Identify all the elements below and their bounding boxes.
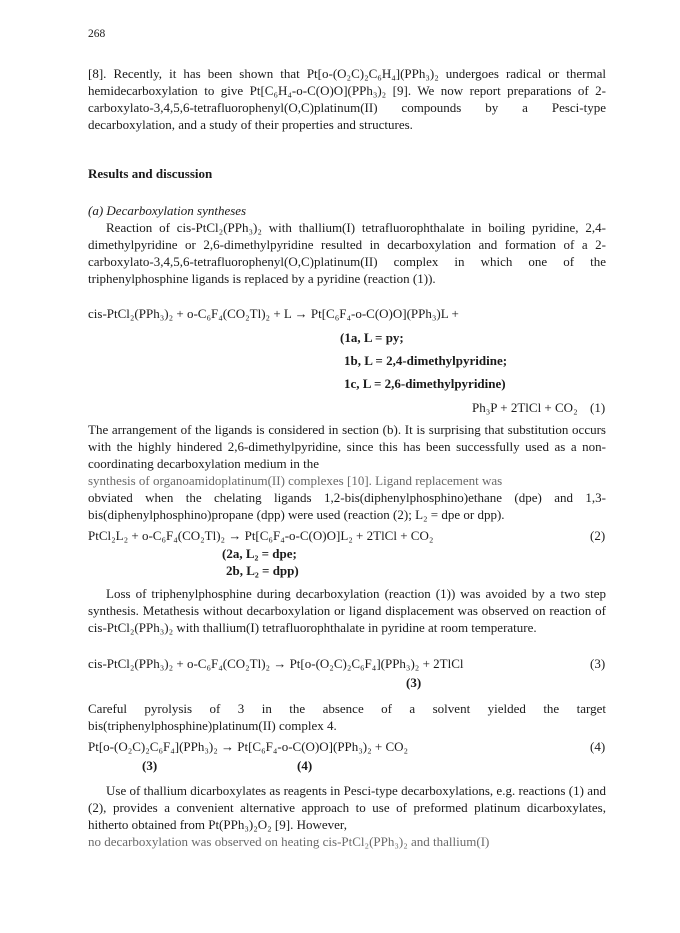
equation-3-line: cis-PtCl₂(PPh₃)₂ + o-C₆F₄(CO₂Tl)₂ → Pt[o-(O₂C)₂C₆F₄](PPh₃)₂ + 2TlCl xyxy=(88,656,464,671)
page-number: 268 xyxy=(88,28,106,40)
paragraph-thallium-faint-line: no decarboxylation was observed on heating cis-PtCl₂(PPh₃)₂ and thallium(I) xyxy=(88,834,490,849)
equation-1-option-b: 1b, L = 2,4-dimethylpyridine; xyxy=(344,353,508,368)
equation-1-products: Ph₃P + 2TlCl + CO₂ xyxy=(472,400,578,415)
equation-4-number: (4) xyxy=(590,739,606,754)
equation-1-option-a: (1a, L = py; xyxy=(340,330,404,345)
equation-2-option-a: (2a, L₂ = dpe; xyxy=(222,546,297,561)
equation-2-line: PtCl₂L₂ + o-C₆F₄(CO₂Tl)₂ → Pt[C₆F₄-o-C(O)O]L₂ + 2TlCl + CO₂ xyxy=(88,528,434,543)
equation-2-number: (2) xyxy=(590,528,606,543)
paragraph-reaction-1-intro: Reaction of cis-PtCl₂(PPh₃)₂ with thallium(I) tetrafluorophthalate in boiling pyridine, 2,4-dimethylpyridine or 2,6-dimethylpyridine resulted in decarboxylation and formation of a 2-carboxylato-3,4,5,6-tetrafluorophenyl(O,C)platinum(II) complex in which one of the triphenylphosphine ligands is replaced by a pyridine (reaction (1)). xyxy=(88,220,606,286)
paragraph-arrangement: The arrangement of the ligands is considered in section (b). It is surprising that substitution occurs with the highly hindered 2,6-dimethylpyridine, since this has been successfully used as a non-coordinating decarboxylation medium in the xyxy=(88,422,606,471)
equation-3-number: (3) xyxy=(590,656,606,671)
equation-1-option-c: 1c, L = 2,6-dimethylpyridine) xyxy=(344,376,506,391)
paragraph-arrangement-faint-line: synthesis of organoamidoplatinum(II) complexes [10]. Ligand replacement was xyxy=(88,473,503,488)
subsection-heading: (a) Decarboxylation syntheses xyxy=(88,203,247,218)
equation-1-number: (1) xyxy=(590,400,606,415)
paragraph-two-step: Loss of triphenylphosphine during decarboxylation (reaction (1)) was avoided by a two step synthesis. Metathesis without decarboxylation or ligand displacement was observed on reaction of cis-PtCl₂(PPh₃)₂ with thallium(I) tetrafluorophthalate in pyridine at room temperature. xyxy=(88,586,606,635)
equation-2-option-b: 2b, L₂ = dpp) xyxy=(226,563,299,578)
equation-1-line: cis-PtCl₂(PPh₃)₂ + o-C₆F₄(CO₂Tl)₂ + L → Pt[C₆F₄-o-C(O)O](PPh₃)L + xyxy=(88,306,459,321)
equation-4-label-left: (3) xyxy=(142,758,158,773)
equation-3-label: (3) xyxy=(406,675,422,690)
section-heading: Results and discussion xyxy=(88,166,213,181)
paragraph-arrangement-end: obviated when the chelating ligands 1,2-bis(diphenylphosphino)ethane (dpe) and 1,3-bis(diphenylphosphino)propane (dpp) were used (reaction (2); L₂ = dpe or dpp). xyxy=(88,490,606,522)
paragraph-pyrolysis: Careful pyrolysis of 3 in the absence of a solvent yielded the target bis(triphenylphosphine)platinum(II) complex 4. xyxy=(88,701,606,733)
equation-4-label-right: (4) xyxy=(297,758,313,773)
equation-4-line: Pt[o-(O₂C)₂C₆F₄](PPh₃)₂ → Pt[C₆F₄-o-C(O)O](PPh₃)₂ + CO₂ xyxy=(88,739,409,754)
intro-paragraph: [8]. Recently, it has been shown that Pt[o-(O₂C)₂C₆H₄](PPh₃)₂ undergoes radical or thermal hemidecarboxylation to give Pt[C₆H₄-o-C(O)O](PPh₃)₂ [9]. We now report preparations of 2-carboxylato-3,4,5,6-tetrafluorophenyl(O,C)platinum(II) compounds by a Pesci-type decarboxylation, and a study of their properties and structures. xyxy=(88,66,606,132)
paragraph-thallium: Use of thallium dicarboxylates as reagents in Pesci-type decarboxylations, e.g. reactions (1) and (2), provides a convenient alternative approach to use of preformed platinum dicarboxylates, hitherto obtained from Pt(PPh₃)₂O₂ [9]. However, xyxy=(88,783,606,832)
